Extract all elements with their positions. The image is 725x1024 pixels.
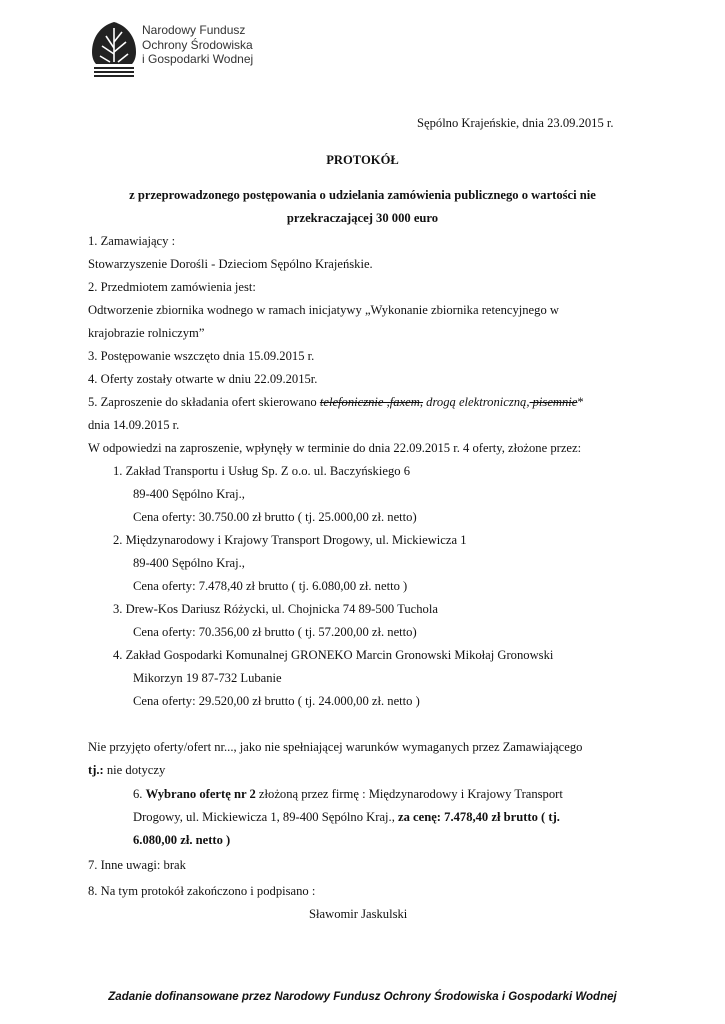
section-6-rest-1: złożoną przez firmę : Międzynarodowy i Krajowy Transport — [255, 787, 563, 801]
offer-2-line-1: 2. Międzynarodowy i Krajowy Transport Drogowy, ul. Mickiewicza 1 — [113, 533, 467, 547]
section-6-line-1 — [133, 787, 563, 802]
offer-4-line-2: Mikorzyn 19 87-732 Lubanie — [133, 671, 282, 685]
section-4: 4. Oferty zostały otwarte w dniu 22.09.2015r. — [88, 372, 318, 386]
section-5-strike-1: telefonicznie ,faxem, — [319, 395, 424, 409]
section-1-label: 1. Zamawiający : — [88, 234, 176, 248]
offer-3-price: Cena oferty: 70.356,00 zł brutto ( tj. 57.200,00 zł. netto) — [133, 625, 417, 639]
section-5-prefix: 5. Zaproszenie do składania ofert skierowano — [88, 395, 320, 409]
offer-1-line-2: 89-400 Sępólno Kraj., — [133, 487, 245, 501]
section-5-date: dnia 14.09.2015 r. — [88, 418, 180, 432]
subtitle-line-1: z przeprowadzonego postępowania o udzielania zamówienia publicznego o wartości nie — [129, 188, 596, 202]
section-5 — [88, 395, 584, 410]
section-5-mid: drogą elektroniczną, — [423, 395, 530, 409]
offer-4-price: Cena oferty: 29.520,00 zł brutto ( tj. 24.000,00 zł. netto ) — [133, 694, 420, 708]
section-6-bold-1: Wybrano ofertę nr 2 — [145, 787, 256, 801]
footer-note: Zadanie dofinansowane przez Narodowy Fundusz Ochrony Środowiska i Gospodarki Wodnej — [108, 991, 617, 1003]
section-6-line-3: 6.080,00 zł. netto ) — [133, 833, 231, 847]
section-1-value: Stowarzyszenie Dorośli - Dzieciom Sępólno Krajeńskie. — [88, 257, 373, 271]
rejected-line-2-rest: nie dotyczy — [103, 763, 166, 777]
section-3: 3. Postępowanie wszczęto dnia 15.09.2015 r. — [88, 349, 315, 363]
rejected-line-2 — [88, 763, 165, 778]
section-2-value-line-2: krajobrazie rolniczym” — [88, 326, 205, 340]
offer-1-line-1: 1. Zakład Transportu i Usług Sp. Z o.o. ul. Baczyńskiego 6 — [113, 464, 410, 478]
section-6-line-2-bold: za cenę: 7.478,40 zł brutto ( tj. — [398, 810, 560, 824]
section-6-line-2 — [133, 810, 560, 825]
nfosigw-emblem-icon — [88, 18, 140, 80]
offer-4-line-1: 4. Zakład Gospodarki Komunalnej GRONEKO Marcin Gronowski Mikołaj Gronowski — [113, 648, 554, 662]
section-5-strike-2: pisemnie — [529, 395, 578, 409]
logo-text — [142, 23, 253, 67]
offer-1-price: Cena oferty: 30.750.00 zł brutto ( tj. 25.000,00 zł. netto) — [133, 510, 417, 524]
document-title: PROTOKÓŁ — [326, 153, 399, 167]
section-5-star: * — [577, 395, 584, 409]
section-6-line-2-plain: Drogowy, ul. Mickiewicza 1, 89-400 Sępólno Kraj., — [133, 810, 398, 824]
logo-line-2: Ochrony Środowiska — [142, 37, 253, 52]
offers-intro: W odpowiedzi na zaproszenie, wpłynęły w terminie do dnia 22.09.2015 r. 4 oferty, złożone przez: — [88, 441, 582, 455]
logo-line-1: Narodowy Fundusz — [142, 23, 246, 37]
logo-line-3: i Gospodarki Wodnej — [142, 52, 254, 66]
offer-3-line-1: 3. Drew-Kos Dariusz Różycki, ul. Chojnicka 74 89-500 Tuchola — [113, 602, 438, 616]
rejected-line-1: Nie przyjęto oferty/ofert nr..., jako nie spełniającej warunków wymaganych przez Zamawiającego — [88, 740, 583, 754]
section-6-prefix: 6. — [133, 787, 146, 801]
offer-2-line-2: 89-400 Sępólno Kraj., — [133, 556, 245, 570]
offer-2-price: Cena oferty: 7.478,40 zł brutto ( tj. 6.080,00 zł. netto ) — [133, 579, 408, 593]
rejected-line-2-bold: tj.: — [88, 763, 104, 777]
section-8: 8. Na tym protokół zakończono i podpisano : — [88, 884, 316, 898]
section-2-value-line-1: Odtworzenie zbiornika wodnego w ramach inicjatywy „Wykonanie zbiornika retencyjnego w — [88, 303, 559, 317]
signature: Sławomir Jaskulski — [309, 907, 408, 921]
section-7: 7. Inne uwagi: brak — [88, 858, 186, 872]
subtitle-line-2: przekraczającej 30 000 euro — [286, 211, 439, 225]
place-date: Sępólno Krajeńskie, dnia 23.09.2015 r. — [417, 116, 614, 130]
nfosigw-logo — [88, 18, 288, 80]
section-2-label: 2. Przedmiotem zamówienia jest: — [88, 280, 256, 294]
